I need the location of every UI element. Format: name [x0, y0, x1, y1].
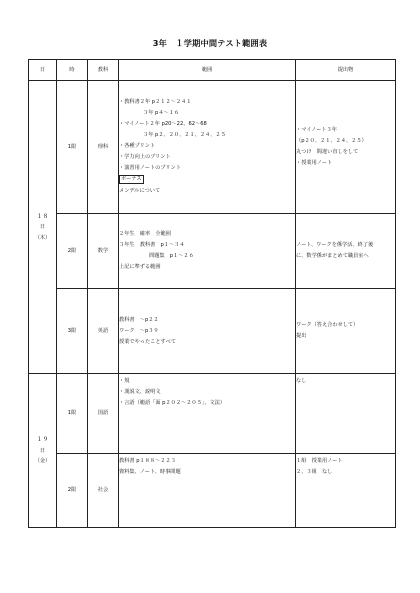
- day-unit: 日: [39, 224, 46, 231]
- day-number: １８: [36, 212, 49, 220]
- submission-line: に、数学係がまとめて職員室へ: [296, 253, 369, 260]
- table-row: [29, 374, 396, 454]
- range-line: 教科書 ～p２２: [119, 316, 159, 323]
- subject-cell: 数学: [88, 214, 119, 289]
- submission-cell: [296, 454, 396, 528]
- range-line: ・演習用ノートのプリント: [119, 164, 181, 171]
- range-cell: [119, 81, 296, 214]
- day-unit: 日: [39, 447, 46, 454]
- period-cell: 3限: [57, 289, 88, 374]
- range-line: ３年 p４～１６: [143, 110, 180, 117]
- day-weekday: （金）: [34, 458, 51, 465]
- table-row: [29, 81, 396, 214]
- submission-cell: [296, 81, 396, 214]
- submission-line: （p２０、２１、２４、２５）: [296, 138, 367, 145]
- submission-cell: [296, 214, 396, 289]
- range-line: ３年生 教科書 p１～３４: [119, 242, 185, 249]
- submission-cell: [296, 374, 396, 454]
- exam-range-table: [28, 59, 396, 528]
- table-row: [29, 289, 396, 374]
- range-line: ・マイノート２年 p20～22、62～68: [119, 120, 207, 127]
- day-cell-19: [29, 374, 57, 528]
- range-line: 上記に準ずる範囲: [119, 264, 161, 271]
- subject-cell: 国語: [88, 374, 119, 454]
- range-line: 授業でやったことすべて: [119, 338, 176, 345]
- period-cell: 2限: [57, 214, 88, 289]
- range-line: 教科書 p１８８～２２３: [119, 458, 176, 465]
- subject-cell: 社会: [88, 454, 119, 528]
- header-submission: 提出物: [296, 60, 396, 81]
- submission-line: ・マイノート３年: [296, 127, 337, 134]
- submission-line: ・授業用ノート: [296, 160, 333, 167]
- range-cell: [119, 454, 296, 528]
- range-line: ２年生 確率 全範囲: [119, 231, 171, 238]
- header-subject: 教科: [88, 60, 119, 81]
- submission-line: 丸つけ 間違い直しをして: [296, 149, 359, 156]
- range-line: ・言語（範語「面 p２０２～２０５」、文法）: [119, 400, 226, 407]
- header-day: 日: [29, 60, 57, 81]
- day-cell-18: [29, 81, 57, 374]
- submission-line: 提出: [296, 333, 307, 340]
- table-row: [29, 454, 396, 528]
- subject-cell: 理科: [88, 81, 119, 214]
- period-cell: 1限: [57, 374, 88, 454]
- range-line: ・教科書２年 p２１２～２４１: [119, 99, 192, 106]
- range-line: 問題集 p１～２６: [149, 253, 194, 260]
- period-cell: 2限: [57, 454, 88, 528]
- range-line: ・漢説文、説明文: [119, 389, 161, 396]
- day-weekday: （木）: [34, 234, 51, 241]
- range-line: ・学力向上のプリント: [119, 153, 171, 160]
- submission-line: ワーク（答え合わせして）: [296, 322, 359, 329]
- submission-cell: [296, 289, 396, 374]
- range-cell: [119, 289, 296, 374]
- range-line: ・各種プリント: [119, 142, 156, 149]
- submission-line: １組 授業用ノート: [296, 458, 343, 465]
- submission-line: なし: [296, 378, 307, 385]
- range-cell: [119, 214, 296, 289]
- header-range: 範囲: [119, 60, 296, 81]
- submission-line: ２、３組 なし: [296, 469, 333, 476]
- subject-cell: 英語: [88, 289, 119, 374]
- range-line: ３年 p２、２０、２１、２４、２５: [143, 131, 226, 138]
- range-line: ・規: [119, 378, 130, 385]
- range-line: メンデルについて: [119, 188, 161, 195]
- range-line: 資料集、ノート、時事問題: [119, 469, 181, 476]
- bonus-label: ボーナス: [121, 176, 142, 183]
- header-period: 時: [57, 60, 88, 81]
- table-row: [29, 214, 396, 289]
- range-line: ワーク ～p３９: [119, 327, 159, 334]
- page-title: 3年 １学期中間テスト範囲表: [152, 38, 268, 48]
- period-cell: 1限: [57, 81, 88, 214]
- table-header-row: [29, 60, 396, 81]
- range-cell: [119, 374, 296, 454]
- day-number: １９: [36, 436, 49, 444]
- submission-line: ノート、ワークを係学活、終了後: [296, 242, 374, 249]
